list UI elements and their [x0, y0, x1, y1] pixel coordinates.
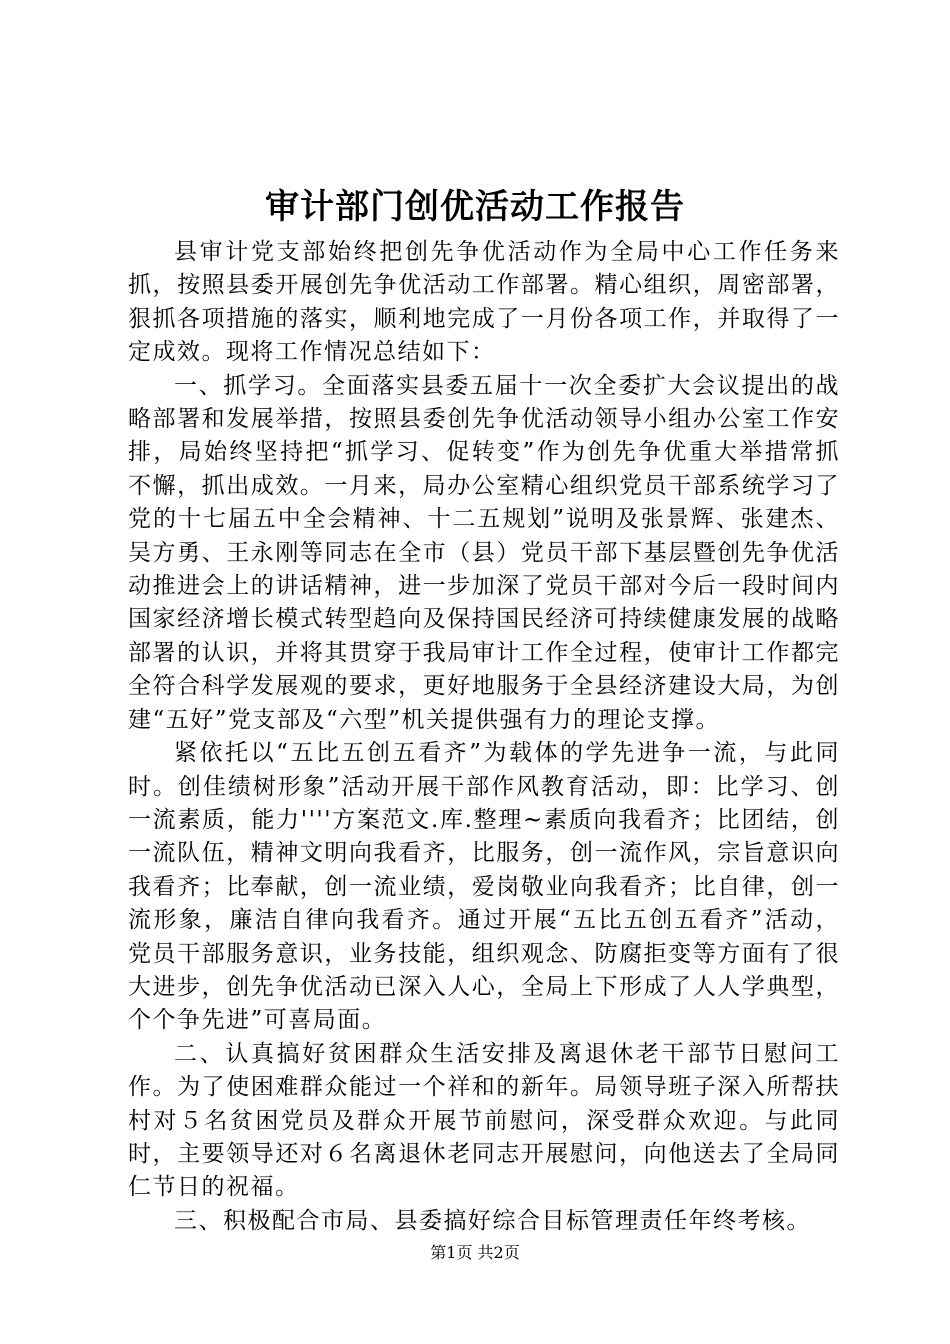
document-title: 审计部门创优活动工作报告 — [265, 187, 685, 227]
paragraph-intro: 县审计党支部始终把创先争优活动作为全局中心工作任务来抓，按照县委开展创先争优活动工作部署。精心组织，周密部署，狠抓各项措施的落实，顺利地完成了一月份各项工作，并取得了一定成效。现将工作情况总结如下： — [128, 239, 840, 366]
paragraph-section-1: 一、抓学习。全面落实县委五届十一次全委扩大会议提出的战略部署和发展举措，按照县委创先争优活动领导小组办公室工作安排，局始终坚持把“抓学习、促转变”作为创先争优重大举措常抓不懈，抓出成效。一月来，局办公室精心组织党员干部系统学习了党的十七届五中全会精神、十二五规划”说明及张景辉、张建杰、吴方勇、王永刚等同志在全市（县）党员干部下基层暨创先争优活动推进会上的讲话精神，进一步加深了党员干部对今后一段时间内国家经济增长模式转型趋向及保持国民经济可持续健康发展的战略部署的认识，并将其贯穿于我局审计工作全过程，使审计工作都完全符合科学发展观的要求，更好地服务于全县经济建设大局，为创建“五好”党支部及“六型”机关提供强有力的理论支撑。 — [128, 372, 840, 733]
paragraph-section-2: 二、认真搞好贫困群众生活安排及离退休老干部节日慰问工作。为了使困难群众能过一个祥和的新年。局领导班子深入所帮扶村对５名贫困党员及群众开展节前慰问，深受群众欢迎。与此同时，主要领导还对６名离退休老同志开展慰问，向他送去了全局同仁节日的祝福。 — [128, 1040, 840, 1201]
paragraph-section-1-continued: 紧依托以“五比五创五看齐”为载体的学先进争一流，与此同时。创佳绩树形象”活动开展干部作风教育活动，即：比学习、创一流素质，能力''''方案范文.库.整理~素质向我看齐；比团结，创一流队伍，精神文明向我看齐，比服务，创一流作风，宗旨意识向我看齐；比奉献，创一流业绩，爱岗敬业向我看齐；比自律，创一流形象，廉洁自律向我看齐。通过开展“五比五创五看齐”活动，党员干部服务意识，业务技能，组织观念、防腐拒变等方面有了很大进步，创先争优活动已深入人心，全局上下形成了人人学典型，个个争先进”可喜局面。 — [128, 740, 840, 1034]
paragraph-section-3: 三、积极配合市局、县委搞好综合目标管理责任年终考核。 — [174, 1207, 811, 1234]
page-number-footer: 第1页 共2页 — [430, 1243, 520, 1262]
document-body — [128, 236, 840, 1238]
